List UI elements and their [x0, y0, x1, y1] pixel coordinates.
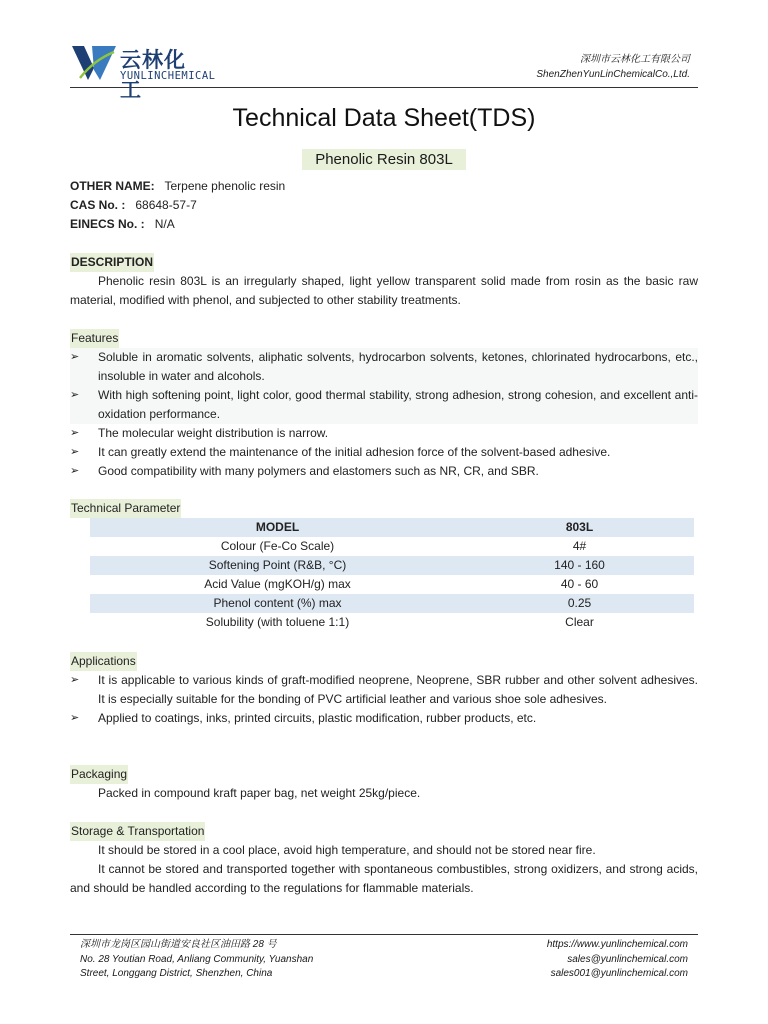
description-section — [70, 253, 698, 310]
arrow-bullet-icon: ➢ — [70, 446, 80, 458]
technical-table — [90, 518, 694, 632]
applications-heading: Applications — [70, 652, 137, 671]
other-name-label: OTHER NAME: — [70, 179, 155, 193]
product-name: Phenolic Resin 803L — [302, 149, 466, 170]
einecs-label: EINECS No. : — [70, 217, 145, 231]
einecs-row — [70, 215, 698, 234]
address-cn: 深圳市龙岗区园山街道安良社区油田路 28 号 — [80, 939, 277, 950]
address-en-line: Street, Longgang District, Shenzhen, China — [80, 968, 273, 979]
company-name — [536, 52, 690, 82]
table-cell: Softening Point (R&B, °C) — [90, 556, 465, 575]
cas-row — [70, 196, 698, 215]
page-footer — [70, 934, 698, 979]
footer-address — [80, 938, 313, 982]
table-cell: Acid Value (mgKOH/g) max — [204, 577, 351, 591]
arrow-bullet-icon: ➢ — [70, 465, 80, 477]
packaging-text: Packed in compound kraft paper bag, net weight 25kg/piece. — [98, 786, 421, 800]
table-cell: 4# — [572, 539, 587, 553]
list-item: ➢ Applied to coatings, inks, printed circuits, plastic modification, rubber products, etc. — [70, 709, 698, 728]
page-header — [70, 40, 698, 102]
logo-english-text: YUNLINCHEMICAL — [120, 70, 216, 82]
arrow-bullet-icon: ➢ — [70, 351, 80, 363]
document-title: Technical Data Sheet(TDS) — [232, 104, 536, 132]
table-cell: Solubility (with toluene 1:1) — [205, 615, 350, 629]
packaging-section — [70, 765, 698, 803]
company-logo — [70, 42, 216, 102]
storage-paragraph: It cannot be stored and transported together with spontaneous combustibles, strong oxidizers, and strong acids, and should be handled according to the regulations for flammable materials. — [70, 862, 698, 895]
technical-section — [70, 499, 698, 632]
storage-paragraph: It should be stored in a cool place, avoid high temperature, and should not be stored near fire. — [98, 843, 596, 857]
table-header-cell: 803L — [465, 518, 694, 537]
company-name-cn: 深圳市云林化工有限公司 — [580, 54, 690, 65]
other-name-value: Terpene phenolic resin — [164, 179, 286, 193]
list-item: ➢ The molecular weight distribution is narrow. — [70, 424, 698, 443]
table-cell: 40 - 60 — [560, 577, 599, 591]
table-cell: 0.25 — [465, 594, 694, 613]
table-header-cell: MODEL — [90, 518, 465, 537]
technical-heading: Technical Parameter — [70, 499, 181, 518]
arrow-bullet-icon: ➢ — [70, 674, 80, 686]
storage-section — [70, 822, 698, 898]
list-item: ➢ Good compatibility with many polymers and elastomers such as NR, CR, and SBR. — [70, 462, 698, 481]
table-row — [90, 537, 694, 556]
list-item: ➢ With high softening point, light color, good thermal stability, strong adhesion, strong cohesion, and excellent anti-oxidation performance. — [70, 386, 698, 424]
email-link[interactable]: sales001@yunlinchemical.com — [550, 968, 688, 979]
email-link[interactable]: sales@yunlinchemical.com — [567, 953, 688, 965]
cas-value: 68648-57-7 — [135, 198, 197, 212]
table-cell: Phenol content (%) max — [90, 594, 465, 613]
storage-heading: Storage & Transportation — [70, 822, 205, 841]
other-name-row — [70, 177, 698, 196]
applications-list — [70, 671, 698, 728]
description-heading: DESCRIPTION — [70, 253, 154, 272]
table-row — [90, 575, 694, 594]
arrow-bullet-icon: ➢ — [70, 427, 80, 439]
footer-contact — [547, 938, 688, 982]
arrow-bullet-icon: ➢ — [70, 712, 80, 724]
address-en-line: No. 28 Youtian Road, Anliang Community, Yuanshan — [80, 953, 314, 965]
logo-mark-icon — [70, 42, 118, 84]
list-item: ➢ It can greatly extend the maintenance of the initial adhesion force of the solvent-based adhesive. — [70, 443, 698, 462]
einecs-value: N/A — [154, 217, 175, 231]
table-cell: Colour (Fe-Co Scale) — [220, 539, 335, 553]
table-cell: 140 - 160 — [465, 556, 694, 575]
table-row — [90, 594, 694, 613]
table-row — [90, 613, 694, 632]
packaging-heading: Packaging — [70, 765, 128, 784]
description-text: Phenolic resin 803L is an irregularly shaped, light yellow transparent solid made from rosin as the basic raw material, modified with phenol, and subjected to other stability treatments. — [70, 274, 698, 307]
features-section — [70, 329, 698, 481]
table-header-row — [90, 518, 694, 537]
table-row — [90, 556, 694, 575]
company-name-en: ShenZhenYunLinChemicalCo.,Ltd. — [536, 69, 690, 80]
cas-label: CAS No. : — [70, 198, 126, 212]
applications-section — [70, 652, 698, 728]
logo-chinese-text: 云林化工 — [120, 48, 186, 102]
table-cell: Clear — [565, 615, 594, 629]
features-heading: Features — [70, 329, 119, 348]
list-item: ➢ It is applicable to various kinds of graft-modified neoprene, Neoprene, SBR rubber and other solvent adhesives. It is especially suitable for the bonding of PVC artificial leather and various shoe sole adhesives. — [70, 673, 698, 706]
features-list — [70, 348, 698, 481]
arrow-bullet-icon: ➢ — [70, 389, 80, 401]
product-identity — [70, 177, 698, 234]
website-link[interactable]: https://www.yunlinchemical.com — [546, 939, 688, 950]
list-item: ➢ Soluble in aromatic solvents, aliphatic solvents, hydrocarbon solvents, ketones, chlorinated hydrocarbons, etc., insoluble in water and alcohols. — [70, 348, 698, 386]
